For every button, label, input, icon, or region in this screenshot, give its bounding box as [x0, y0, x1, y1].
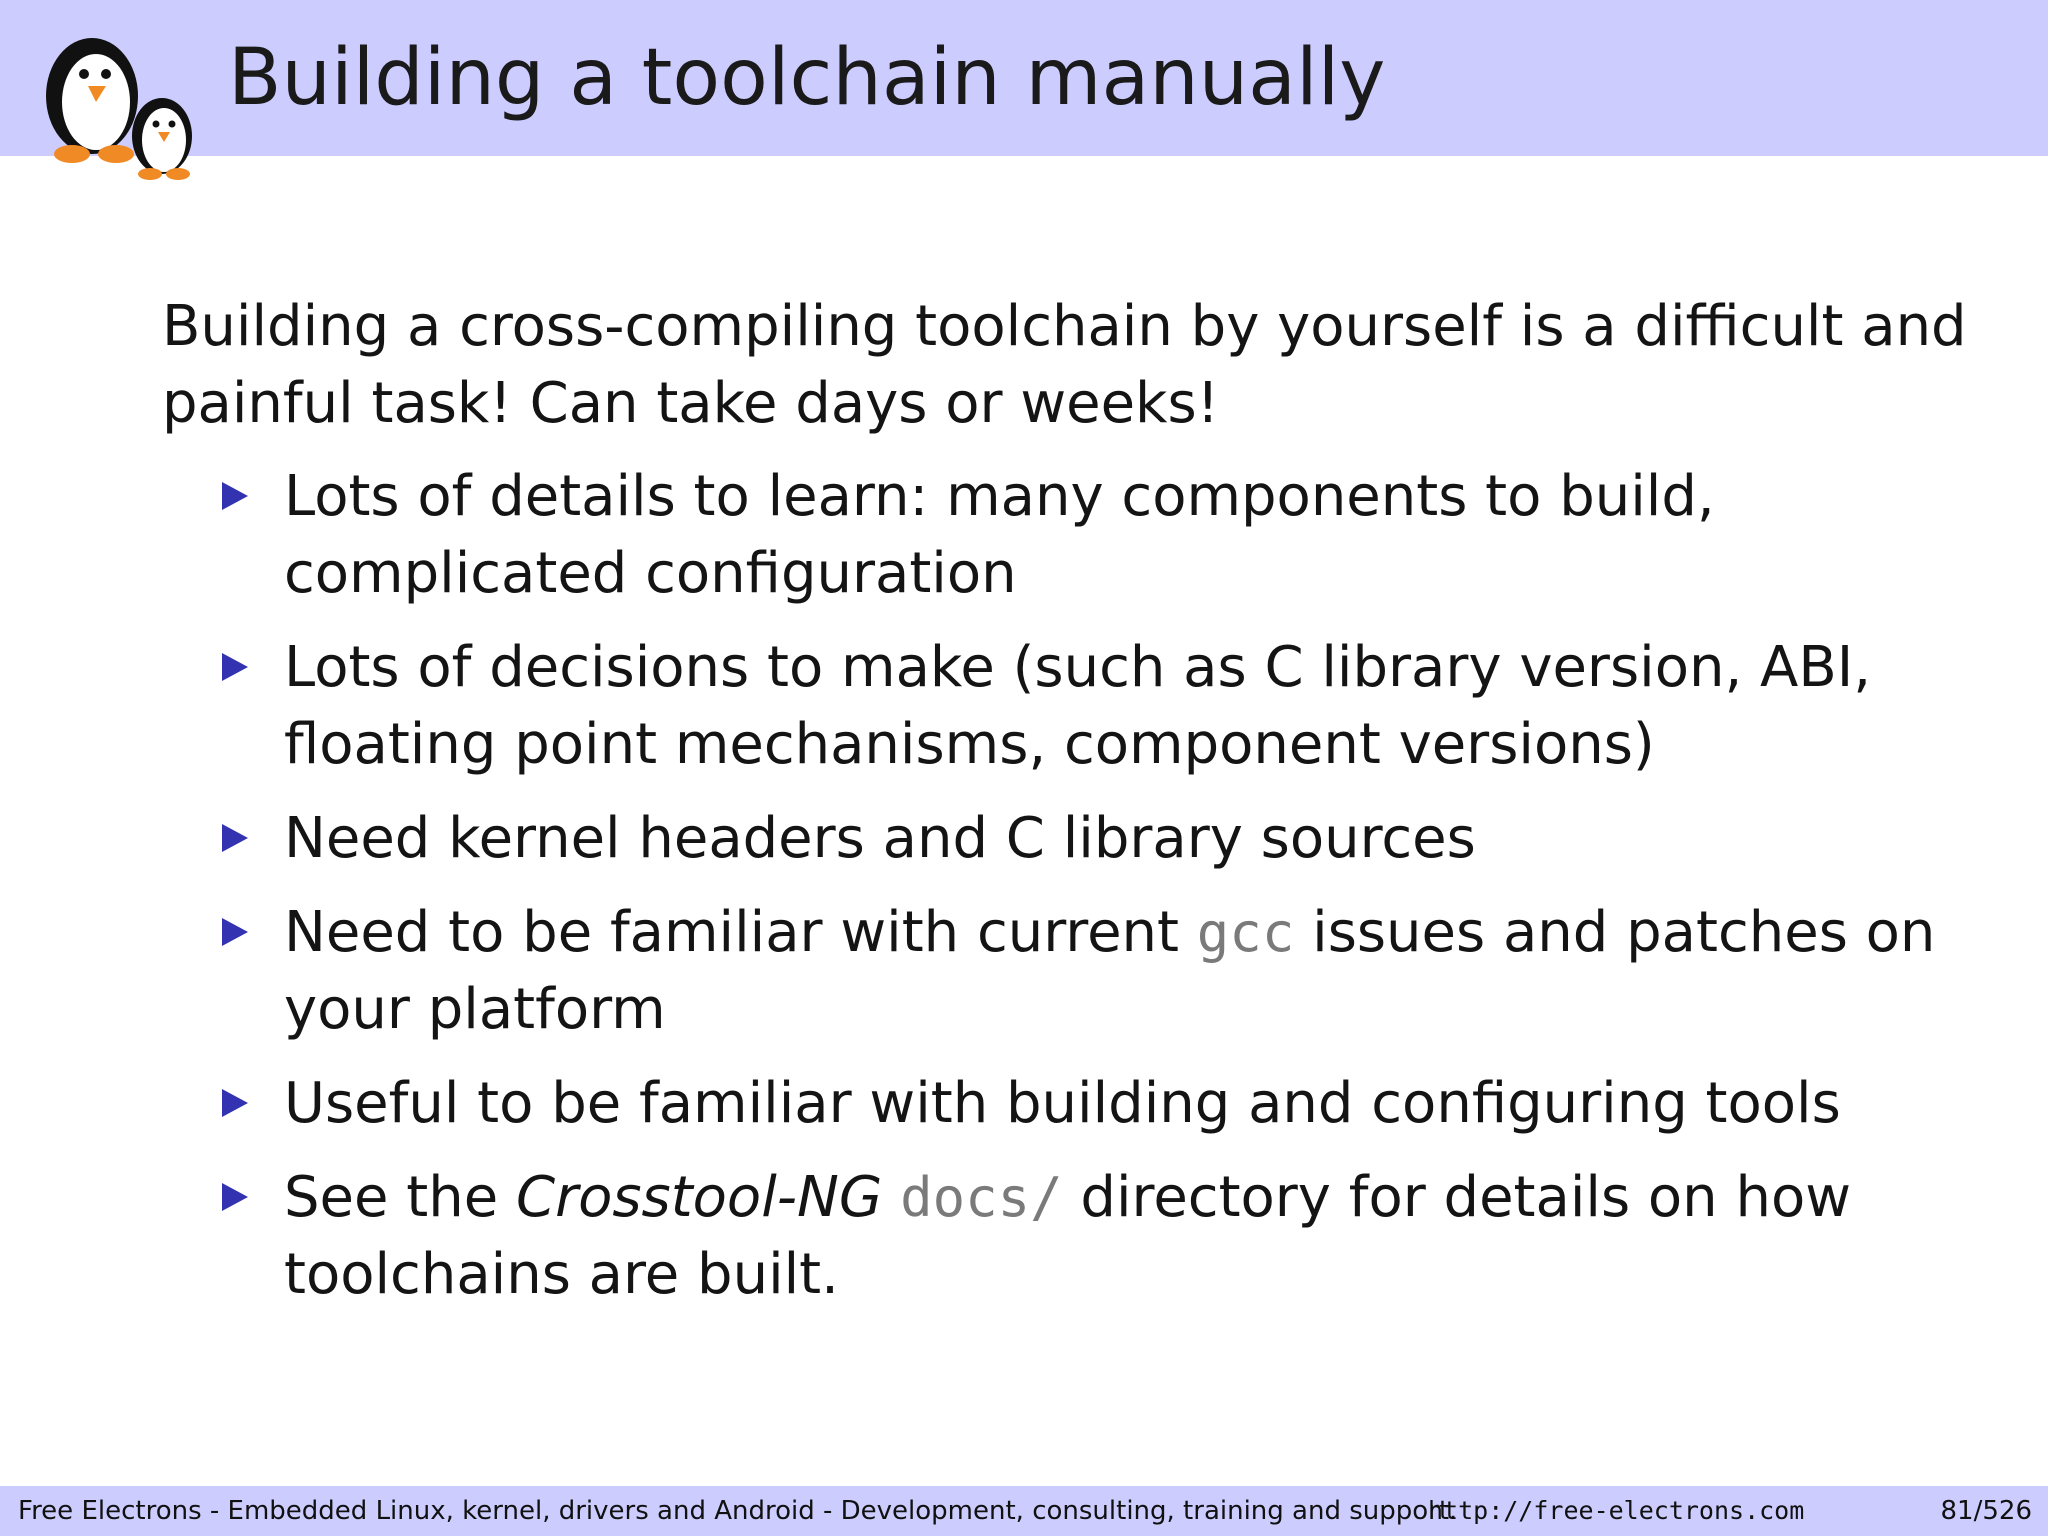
bullet-text: Lots of decisions to make (such as C library version, ABI, floating point mechanisms, component versions): [284, 635, 1872, 777]
bullet-text-after: issues and patches on your platform: [284, 900, 1936, 1042]
bullet-item: [162, 1065, 2002, 1142]
bullet-list: [162, 458, 2002, 1313]
triangle-bullet-icon: [220, 651, 250, 683]
slide-title: Building a toolchain manually: [228, 33, 1386, 123]
bullet-item: [162, 1159, 2002, 1313]
slide-content: [162, 288, 2002, 1330]
bullet-text: Need kernel headers and C library sources: [284, 806, 1476, 871]
triangle-bullet-icon: [220, 916, 250, 948]
page-number: 81/526: [1940, 1496, 2032, 1526]
triangle-bullet-icon: [220, 480, 250, 512]
footer-text: Free Electrons - Embedded Linux, kernel, drivers and Android - Development, consulting, training and support.: [18, 1496, 1458, 1526]
intro-paragraph: Building a cross-compiling toolchain by yourself is a difficult and painful task! Can take days or weeks!: [162, 294, 1967, 436]
bullet-text-after: directory for details on how toolchains are built.: [284, 1165, 1852, 1307]
bullet-text: Lots of details to learn: many components to build, complicated configuration: [284, 464, 1715, 606]
bullet-text-before: See the: [284, 1165, 516, 1230]
inline-code-gcc: gcc: [1196, 901, 1295, 964]
triangle-bullet-icon: [220, 1087, 250, 1119]
bullet-item: [162, 458, 2002, 612]
bullet-item: [162, 629, 2002, 783]
bullet-text: Useful to be familiar with building and configuring tools: [284, 1071, 1841, 1136]
bullet-item: [162, 894, 2002, 1048]
triangle-bullet-icon: [220, 822, 250, 854]
inline-code-docs: docs/: [900, 1166, 1063, 1229]
bullet-item: [162, 800, 2002, 877]
emphasis-crosstool-ng: Crosstool-NG: [515, 1165, 883, 1230]
footer-band: [0, 1486, 2048, 1536]
bullet-text-before: Need to be familiar with current: [284, 900, 1197, 965]
penguins-logo-icon: [32, 28, 212, 188]
footer-url-link[interactable]: http://free-electrons.com: [1428, 1496, 1805, 1525]
triangle-bullet-icon: [220, 1181, 250, 1213]
